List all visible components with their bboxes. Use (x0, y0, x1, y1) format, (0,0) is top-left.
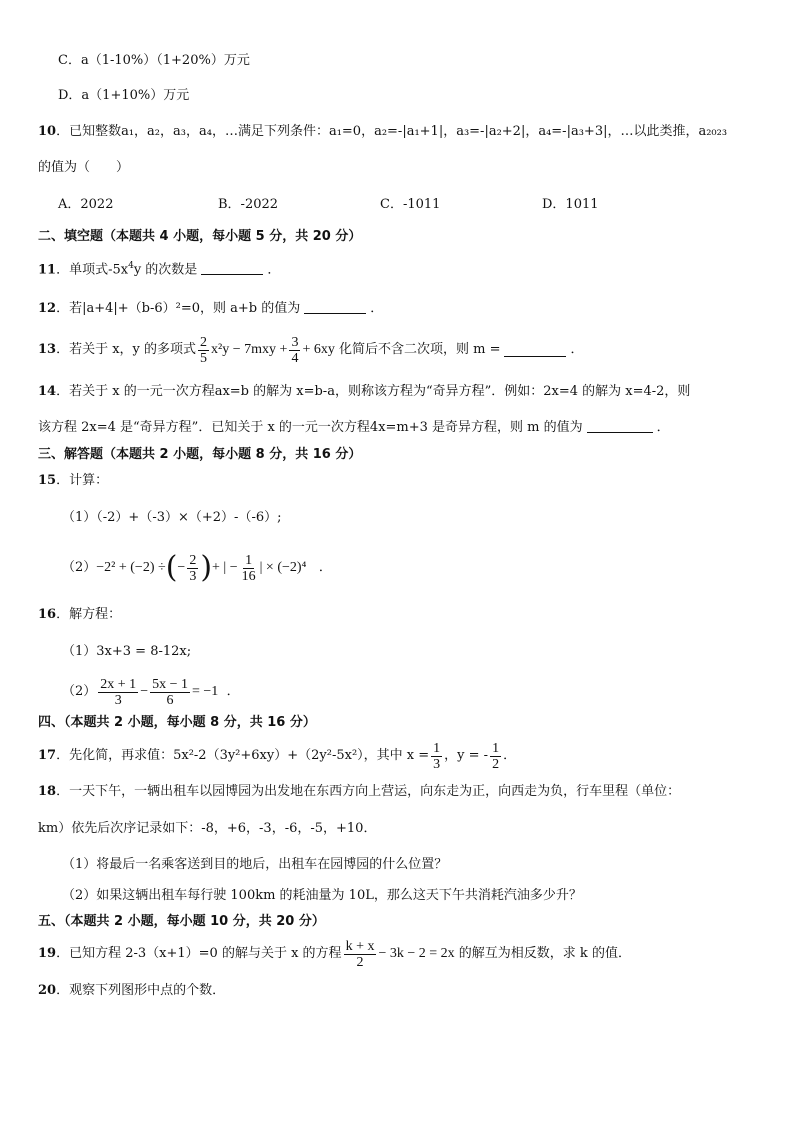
q13-fraction-1-num: 2 (200, 334, 208, 350)
q13-fraction-2-den: 4 (291, 350, 299, 366)
q16-fraction-1 (98, 677, 138, 708)
q12-text: ．若|a+4|+（b-6）²=0，则 a+b 的值为 (56, 301, 301, 316)
q11-text-pre: ．单项式-5x (56, 262, 129, 278)
q15-fraction-2-den: 16 (241, 568, 256, 584)
q15-fraction-2 (240, 553, 258, 584)
q15-fraction-1 (187, 553, 198, 584)
q14-line-1 (38, 383, 690, 401)
q17-fraction-y (490, 741, 501, 772)
q14-text-end: ． (656, 420, 670, 435)
q17-text-pre: ．先化简，再求值：5x²-2（3y²+6xy）+（2y²-5x²），其中 x = (56, 748, 430, 763)
q13-term-1: x²y − 7mxy + (211, 342, 288, 357)
q19-text-post: 的解互为相反数，求 k 的值． (458, 946, 631, 961)
q17 (38, 736, 516, 776)
q16-fraction-1-den: 3 (114, 692, 122, 708)
q16-fraction-1-num: 2x + 1 (100, 676, 137, 692)
q13-text-end: ． (570, 342, 584, 357)
q19-fraction (344, 939, 377, 970)
q19-equation: − 3k − 2 = 2x (378, 946, 455, 961)
q11-text-mid: y 的次数是 (133, 262, 198, 278)
q15-fraction-1-num: 2 (189, 552, 197, 568)
q10-option-d: D．1011 (542, 197, 599, 212)
q12-answer-blank[interactable] (304, 301, 366, 314)
q11-number: 11 (38, 262, 57, 278)
q16-title (38, 606, 121, 624)
q20 (38, 982, 225, 1000)
q13-fraction-1 (198, 335, 209, 366)
q18-number: 18 (38, 784, 57, 799)
q15-fraction-1-den: 3 (189, 568, 197, 584)
q13 (38, 330, 584, 370)
q12-number: 12 (38, 301, 57, 316)
q9-option-d: D．a（1+10%）万元 (58, 88, 190, 103)
q15-part-2-term-c: | × (−2)⁴ (259, 560, 307, 575)
q17-fraction-y-den: 2 (492, 756, 500, 772)
section-4-heading: 四、（本题共 2 小题，每小题 8 分，共 16 分） (38, 715, 316, 730)
q16-part-1: （1）3x+3 = 8-12x; (62, 644, 192, 659)
q15-part-2-term-b: + | − (212, 560, 238, 575)
q10-option-c: C．-1011 (380, 197, 441, 212)
q18-line-2: km）依先后次序记录如下：-8，+6，-3，-6，-5，+10． (38, 821, 377, 836)
section-5-heading: 五、（本题共 2 小题，每小题 10 分，共 20 分） (38, 914, 325, 929)
q14-text-1: ．若关于 x 的一元一次方程ax=b 的解为 x=b-a，则称该方程为“奇异方程”．例如：2x=4 的解为 x=4-2，则 (56, 384, 691, 399)
q10-option-b: B．-2022 (218, 197, 279, 212)
q17-fraction-y-num: 1 (492, 740, 500, 756)
q17-fraction-x (431, 741, 442, 772)
q19-number: 19 (38, 946, 57, 961)
q12-text-post: ． (370, 301, 384, 316)
q15-title (38, 472, 108, 490)
q20-number: 20 (38, 983, 57, 998)
q13-fraction-2-num: 3 (291, 334, 299, 350)
q14-line-2 (38, 419, 670, 437)
q15-part-2: （2） −2² + (−2) ÷ ( − $\frac{2}{3}$ ) + | − $\frac{1}{16}$ | × (−2)⁴ ． (62, 550, 332, 585)
q15-fraction-2-num: 1 (245, 552, 253, 568)
q15-part-2-term-a: −2² + (−2) ÷ (96, 560, 166, 575)
q14-answer-blank[interactable] (587, 420, 653, 433)
q11-text-post: ． (267, 262, 281, 278)
q18-text-1: ．一天下午，一辆出租车以园博园为出发地在东西方向上营运，向东走为正，向西走为负，行车里程（单位： (56, 784, 681, 799)
q18-part-1: （1）将最后一名乘客送到目的地后，出租车在园博园的什么位置？ (62, 857, 448, 872)
q11-answer-blank[interactable] (201, 262, 263, 275)
q13-number: 13 (38, 342, 57, 357)
q15-title-text: ．计算： (56, 473, 109, 488)
q10-option-a: A．2022 (58, 197, 114, 212)
q16-part-2-end: ． (226, 684, 240, 699)
q16-part-2-rhs: = −1 (192, 684, 219, 699)
q19-fraction-num: k + x (345, 938, 375, 954)
q15-number: 15 (38, 473, 57, 488)
q19-fraction-den: 2 (356, 954, 364, 970)
q15-part-1: （1）（-2）+（-3）×（+2）-（-6）; (62, 510, 282, 525)
q15-part-2-end: ． (318, 560, 332, 575)
q12 (38, 300, 383, 318)
q10-text: ．已知整数a₁，a₂，a₃，a₄，…满足下列条件：a₁=0，a₂=-|a₁+1|，a₃=-|a₂+2|，a₄=-|a₃+3|，…以此类推，a₂₀₂₃ (56, 124, 728, 139)
q19-text-pre: ．已知方程 2-3（x+1）=0 的解与关于 x 的方程 (56, 946, 342, 961)
q16-number: 16 (38, 607, 57, 622)
q14-text-2: 该方程 2x=4 是“奇异方程”．已知关于 x 的一元一次方程4x=m+3 是奇异方程，则 m 的值为 (38, 420, 583, 435)
q17-number: 17 (38, 748, 57, 763)
q15-part-2-label: （2） (62, 560, 97, 575)
q13-text-post: 化简后不含二次项，则 m = (338, 342, 501, 357)
q19 (38, 934, 631, 974)
q16-part-2: （2） $\frac{2x + 1}{3}$ − $\frac{5x - 1}{6}$ = −1 ． (62, 676, 240, 708)
q16-part-2-label: （2） (62, 684, 97, 699)
q17-fraction-x-num: 1 (433, 740, 441, 756)
q13-answer-blank[interactable] (504, 344, 566, 357)
q16-title-text: ．解方程： (56, 607, 122, 622)
q18-part-2: （2）如果这辆出租车每行驶 100km 的耗油量为 10L，那么这天下午共消耗汽油多少升？ (62, 888, 582, 903)
q17-text-end: ． (503, 748, 517, 763)
q13-fraction-1-den: 5 (200, 350, 208, 366)
q16-fraction-2-num: 5x − 1 (152, 676, 188, 692)
q11 (38, 257, 280, 279)
section-2-heading: 二、填空题（本题共 4 小题，每小题 5 分，共 20 分） (38, 229, 362, 244)
q10-stem (38, 123, 727, 141)
q17-fraction-x-den: 3 (433, 756, 441, 772)
q13-text-pre: ．若关于 x，y 的多项式 (56, 342, 197, 357)
q16-fraction-2-den: 6 (166, 692, 174, 708)
q9-option-c: C．a（1-10%）（1+20%）万元 (58, 53, 250, 68)
q13-term-2: + 6xy (302, 342, 335, 357)
q11-exponent: 4 (128, 261, 134, 271)
q13-fraction-2 (289, 335, 300, 366)
q14-number: 14 (38, 384, 57, 399)
q10-stem-2: 的值为（ ） (38, 160, 130, 175)
q17-text-mid: ，y = - (444, 748, 489, 763)
q10-number: 10 (38, 124, 57, 139)
q16-fraction-2 (150, 677, 190, 708)
section-3-heading: 三、解答题（本题共 2 小题，每小题 8 分，共 16 分） (38, 447, 362, 462)
q18-line-1 (38, 783, 680, 801)
q20-text: ．观察下列图形中点的个数． (56, 983, 226, 998)
